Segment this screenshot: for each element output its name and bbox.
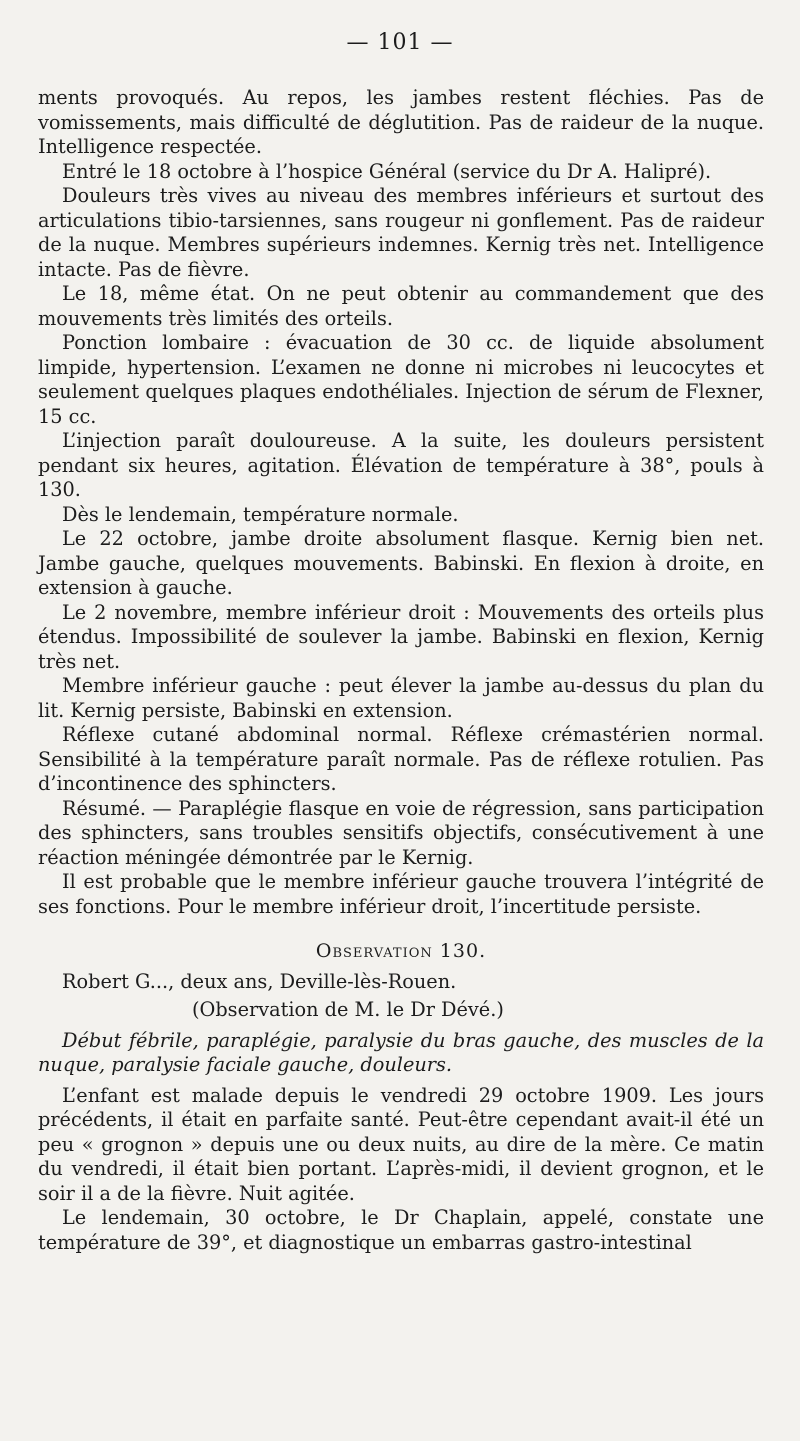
paragraph: L’injection paraît douloureuse. A la suite, les douleurs persistent pendant six heures, agitation. Élévation de température à 38°, pouls à 130.: [38, 429, 764, 501]
observation-summary: Début fébrile, paraplégie, paralysie du bras gauche, des muscles de la nuque, paralysie faciale gauche, douleurs.: [38, 1028, 764, 1076]
paragraph: Ponction lombaire : évacuation de 30 cc. de liquide absolument limpide, hypertension. L’examen ne donne ni microbes ni leucocytes et seulement quelques plaques endothéliales. Injection de sérum de Flexner, 15 cc.: [38, 331, 764, 428]
paragraph: Entré le 18 octobre à l’hospice Général (service du Dr A. Halipré).: [62, 159, 712, 183]
observation-title: Observation 130.: [315, 940, 487, 962]
paragraph: Membre inférieur gauche : peut élever la jambe au-dessus du plan du lit. Kernig persiste, Babinski en extension.: [38, 674, 764, 722]
page-number: — 101 —: [346, 30, 454, 55]
paragraph: L’enfant est malade depuis le vendredi 29 octobre 1909. Les jours précédents, il était en parfaite santé. Peut-être cependant avait-il été un peu « grognon » depuis une ou deux nuits, au dire de la mère. Ce matin du vendredi, il était bien portant. L’après-midi, il devient grognon, et le soir il a de la fièvre. Nuit agitée.: [38, 1083, 764, 1205]
paragraph: Douleurs très vives au niveau des membres inférieurs et surtout des articulations tibio-tarsiennes, sans rougeur ni gonflement. Pas de raideur de la nuque. Membres supérieurs indemnes. Kernig très net. Intelligence intacte. Pas de fièvre.: [38, 184, 764, 281]
paragraph: Il est probable que le membre inférieur gauche trouvera l’intégrité de ses fonctions. Pour le membre inférieur droit, l’incertitude persiste.: [38, 870, 764, 918]
observation-source: (Observation de M. le Dr Dévé.): [192, 998, 504, 1021]
paragraph: Le 18, même état. On ne peut obtenir au commandement que des mouvements très limités des orteils.: [38, 282, 764, 330]
page-body: [38, 86, 764, 1255]
paragraph: Le 22 octobre, jambe droite absolument flasque. Kernig bien net. Jambe gauche, quelques mouvements. Babinski. En flexion à droite, en extension à gauche.: [38, 527, 764, 599]
observation-patient: Robert G..., deux ans, Deville-lès-Rouen.: [62, 969, 457, 993]
paragraph: Dès le lendemain, température normale.: [62, 502, 459, 526]
paragraph: Le lendemain, 30 octobre, le Dr Chaplain, appelé, constate une température de 39°, et diagnostique un embarras gastro-intestinal: [38, 1206, 764, 1254]
paragraph: ments provoqués. Au repos, les jambes restent fléchies. Pas de vomissements, mais difficulté de déglutition. Pas de raideur de la nuque. Intelligence respectée.: [38, 86, 764, 158]
paragraph: Le 2 novembre, membre inférieur droit : Mouvements des orteils plus étendus. Impossibilité de soulever la jambe. Babinski en flexion, Kernig très net.: [38, 600, 764, 673]
paragraph: Réflexe cutané abdominal normal. Réflexe crémastérien normal. Sensibilité à la température paraît normale. Pas de réflexe rotulien. Pas d’incontinence des sphincters.: [38, 723, 764, 795]
paragraph: Résumé. — Paraplégie flasque en voie de régression, sans participation des sphincters, sans troubles sensitifs objectifs, consécutivement à une réaction méningée démontrée par le Kernig.: [38, 796, 764, 869]
